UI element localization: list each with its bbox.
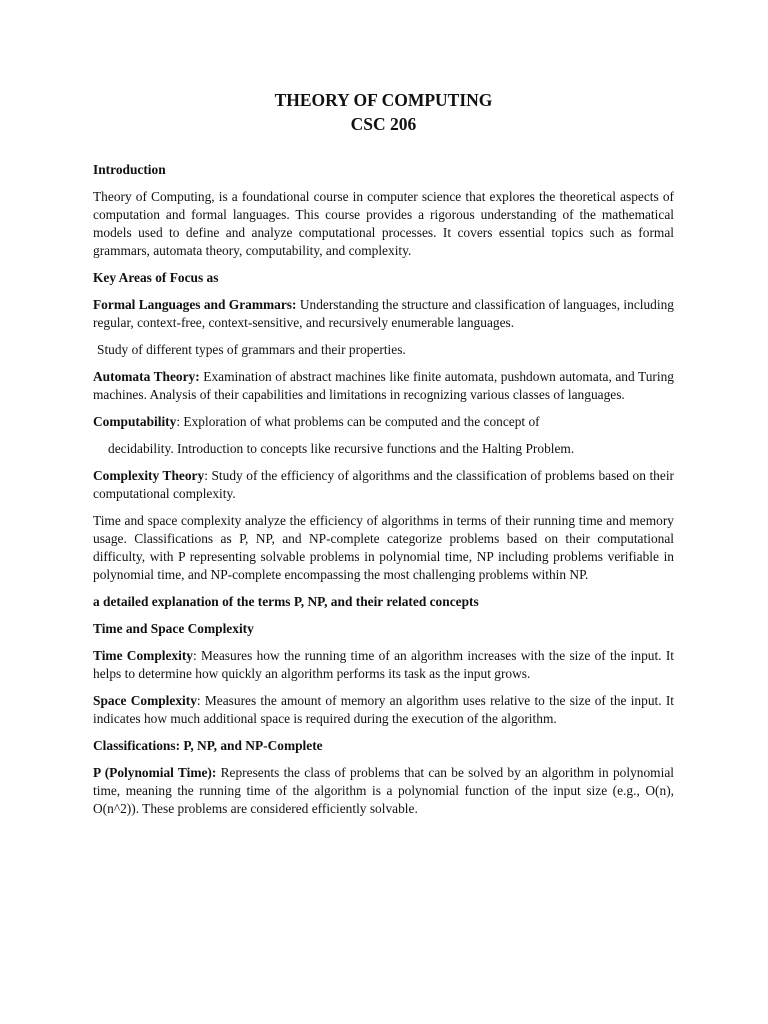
computability-text: : Exploration of what problems can be computed and the concept of [176,414,540,429]
p-class-paragraph [93,764,674,818]
intro-paragraph: Theory of Computing, is a foundational course in computer science that explores the theoretical aspects of computation and formal languages. This course provides a rigorous understanding of the mathematical models used to define and analyze computational processes. It covers essential topics such as formal grammars, automata theory, computability, and complexity. [93,189,674,258]
document-page [93,88,674,827]
automata-term: Automata Theory: [93,369,200,384]
complexity-theory-paragraph [93,467,674,503]
p-class-text: Represents the class of problems that can be solved by an algorithm in polynomial time, meaning the running time of the algorithm is a polynomial function of the input size (e.g., O(n), O(n^2)). These problems are considered efficiently solvable. [93,765,674,816]
formal-languages-term: Formal Languages and Grammars: [93,297,297,312]
classifications-heading: Classifications: P, NP, and NP-Complete [93,738,323,753]
document-title [93,88,674,136]
time-complexity-paragraph [93,647,674,683]
computability-paragraph [93,413,674,431]
formal-languages-text: Understanding the structure and classification of languages, including regular, context-free, context-sensitive, and recursively enumerable languages. [93,297,674,330]
time-space-complexity-heading: Time and Space Complexity [93,621,254,636]
p-class-term: P (Polynomial Time): [93,765,217,780]
automata-text: Examination of abstract machines like finite automata, pushdown automata, and Turing machines. Analysis of their capabilities and limitations in recognizing various classes of languages. [93,369,674,402]
title-line-1: THEORY OF COMPUTING [274,90,493,110]
time-complexity-text: : Measures how the running time of an algorithm increases with the size of the input. It helps to determine how quickly an algorithm performs its task as the input grows. [93,648,674,681]
space-complexity-text: : Measures the amount of memory an algorithm uses relative to the size of the input. It indicates how much additional space is required during the execution of the algorithm. [93,693,674,726]
space-complexity-paragraph [93,692,674,728]
key-areas-heading: Key Areas of Focus as [93,270,219,285]
time-complexity-term: Time Complexity [93,648,193,663]
detailed-explanation-heading: a detailed explanation of the terms P, NP, and their related concepts [93,594,479,609]
computability-term: Computability [93,414,177,429]
computability-continued-paragraph: decidability. Introduction to concepts like recursive functions and the Halting Problem. [108,441,575,456]
space-complexity-term: Space Complexity [93,693,197,708]
time-space-paragraph: Time and space complexity analyze the efficiency of algorithms in terms of their running time and memory usage. Classifications as P, NP, and NP-complete categorize problems based on their computational difficulty, with P representing solvable problems in polynomial time, NP including problems verifiable in polynomial time, and NP-complete encompassing the most challenging problems within NP. [93,513,674,582]
title-line-2: CSC 206 [350,114,417,134]
intro-heading: Introduction [93,162,166,177]
complexity-theory-text: : Study of the efficiency of algorithms and the classification of problems based on their computational complexity. [93,468,674,501]
complexity-theory-term: Complexity Theory [93,468,205,483]
formal-languages-paragraph [93,296,674,332]
grammars-study-paragraph: Study of different types of grammars and their properties. [97,342,406,357]
automata-paragraph [93,368,674,404]
